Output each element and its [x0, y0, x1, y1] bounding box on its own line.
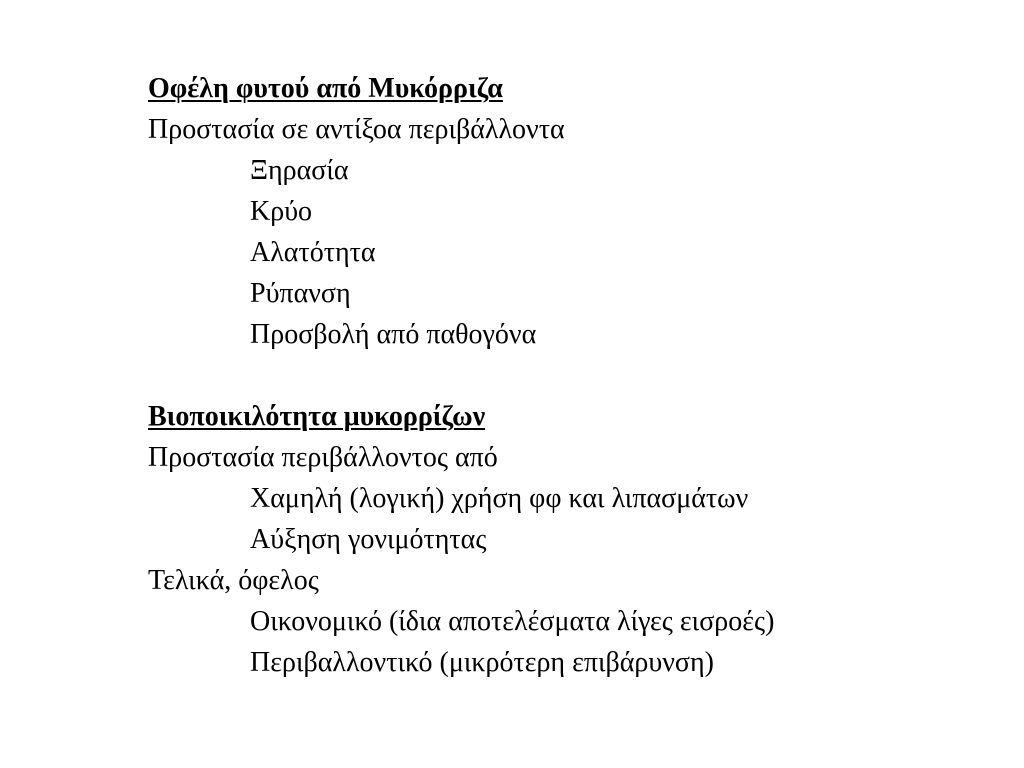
list-item-environmental: Περιβαλλοντικό (μικρότερη επιβάρυνση) — [250, 647, 714, 678]
list-item-fertility: Αύξηση γονιμότητας — [250, 524, 487, 555]
list-item-economic: Οικονομικό (ίδια αποτελέσματα λίγες εισροές) — [250, 606, 775, 637]
slide-content — [148, 68, 1008, 683]
section-intro-protection: Προστασία σε αντίξοα περιβάλλοντα — [148, 114, 565, 145]
list-item-pathogens: Προσβολή από παθογόνα — [250, 319, 537, 350]
section-heading-plant-benefits: Οφέλη φυτού από Μυκόρριζα — [148, 73, 503, 104]
list-item-salinity: Αλατότητα — [250, 237, 376, 268]
list-item-pollution: Ρύπανση — [250, 278, 351, 309]
section-intro-environment: Προστασία περιβάλλοντος από — [148, 442, 498, 473]
section-spacer — [148, 355, 1008, 396]
section-heading-biodiversity: Βιοποικιλότητα μυκορρίζων — [148, 401, 486, 432]
list-item-low-chemical-use: Χαμηλή (λογική) χρήση φφ και λιπασμάτων — [250, 483, 749, 514]
list-item-drought: Ξηρασία — [250, 155, 349, 186]
section-conclusion: Τελικά, όφελος — [148, 565, 319, 596]
list-item-cold: Κρύο — [250, 196, 313, 227]
